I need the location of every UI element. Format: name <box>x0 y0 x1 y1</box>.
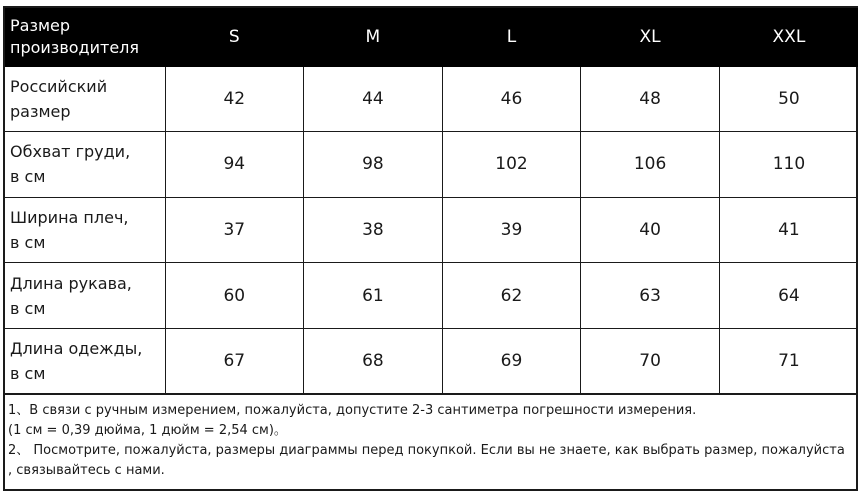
size-header-xl: XL <box>581 8 720 66</box>
row-label <box>5 328 165 394</box>
row-label-line2: размер <box>10 101 71 121</box>
table-cell: 46 <box>442 66 581 132</box>
table-cell: 50 <box>719 66 858 132</box>
size-header-s: S <box>165 8 304 66</box>
size-header-m: M <box>304 8 443 66</box>
table-cell: 41 <box>719 197 858 263</box>
row-label-line2: в см <box>10 364 46 384</box>
row-label <box>5 263 165 329</box>
note-line-1: 1、В связи с ручным измерением, пожалуйста, допустите 2-3 сантиметра погрешности измерения. <box>8 403 697 419</box>
size-header-xxl: XXL <box>719 8 858 66</box>
table-cell: 69 <box>442 328 581 394</box>
note-line-4: , связывайтесь с нами. <box>8 463 165 479</box>
table-cell: 48 <box>581 66 720 132</box>
table-cell: 106 <box>581 132 720 198</box>
row-label <box>5 197 165 263</box>
size-table <box>5 8 858 394</box>
table-cell: 68 <box>304 328 443 394</box>
size-chart <box>3 6 858 491</box>
table-cell: 102 <box>442 132 581 198</box>
row-label-line1: Длина рукава, <box>10 273 132 293</box>
header-label-line1: Размер <box>10 15 71 35</box>
row-label-line2: в см <box>10 232 46 252</box>
table-row-shoulder <box>5 197 858 263</box>
table-cell: 64 <box>719 263 858 329</box>
table-cell: 42 <box>165 66 304 132</box>
table-cell: 71 <box>719 328 858 394</box>
table-row-sleeve <box>5 263 858 329</box>
note-line-2: (1 см = 0,39 дюйма, 1 дюйм = 2,54 см)。 <box>8 423 287 439</box>
table-cell: 63 <box>581 263 720 329</box>
table-row-chest <box>5 132 858 198</box>
row-label-line1: Ширина плеч, <box>10 207 129 227</box>
header-row <box>5 8 858 66</box>
table-cell: 67 <box>165 328 304 394</box>
row-label-line2: в см <box>10 167 46 187</box>
table-cell: 98 <box>304 132 443 198</box>
table-cell: 94 <box>165 132 304 198</box>
size-header-l: L <box>442 8 581 66</box>
table-row-russian-size <box>5 66 858 132</box>
table-cell: 39 <box>442 197 581 263</box>
table-cell: 110 <box>719 132 858 198</box>
table-cell: 60 <box>165 263 304 329</box>
table-cell: 70 <box>581 328 720 394</box>
table-cell: 61 <box>304 263 443 329</box>
measurement-notes <box>5 394 856 481</box>
row-label <box>5 132 165 198</box>
table-row-length <box>5 328 858 394</box>
row-label-line1: Обхват груди, <box>10 142 131 162</box>
table-cell: 40 <box>581 197 720 263</box>
header-label-cell <box>5 8 165 66</box>
table-cell: 37 <box>165 197 304 263</box>
row-label-line1: Длина одежды, <box>10 339 143 359</box>
row-label-line1: Российский <box>10 76 108 96</box>
table-cell: 62 <box>442 263 581 329</box>
table-cell: 44 <box>304 66 443 132</box>
note-line-3: 2、 Посмотрите, пожалуйста, размеры диаграммы перед покупкой. Если вы не знаете, как выбрать размер, пожалуйста <box>8 443 845 459</box>
table-cell: 38 <box>304 197 443 263</box>
row-label <box>5 66 165 132</box>
row-label-line2: в см <box>10 298 46 318</box>
header-label-line2: производителя <box>10 37 140 57</box>
